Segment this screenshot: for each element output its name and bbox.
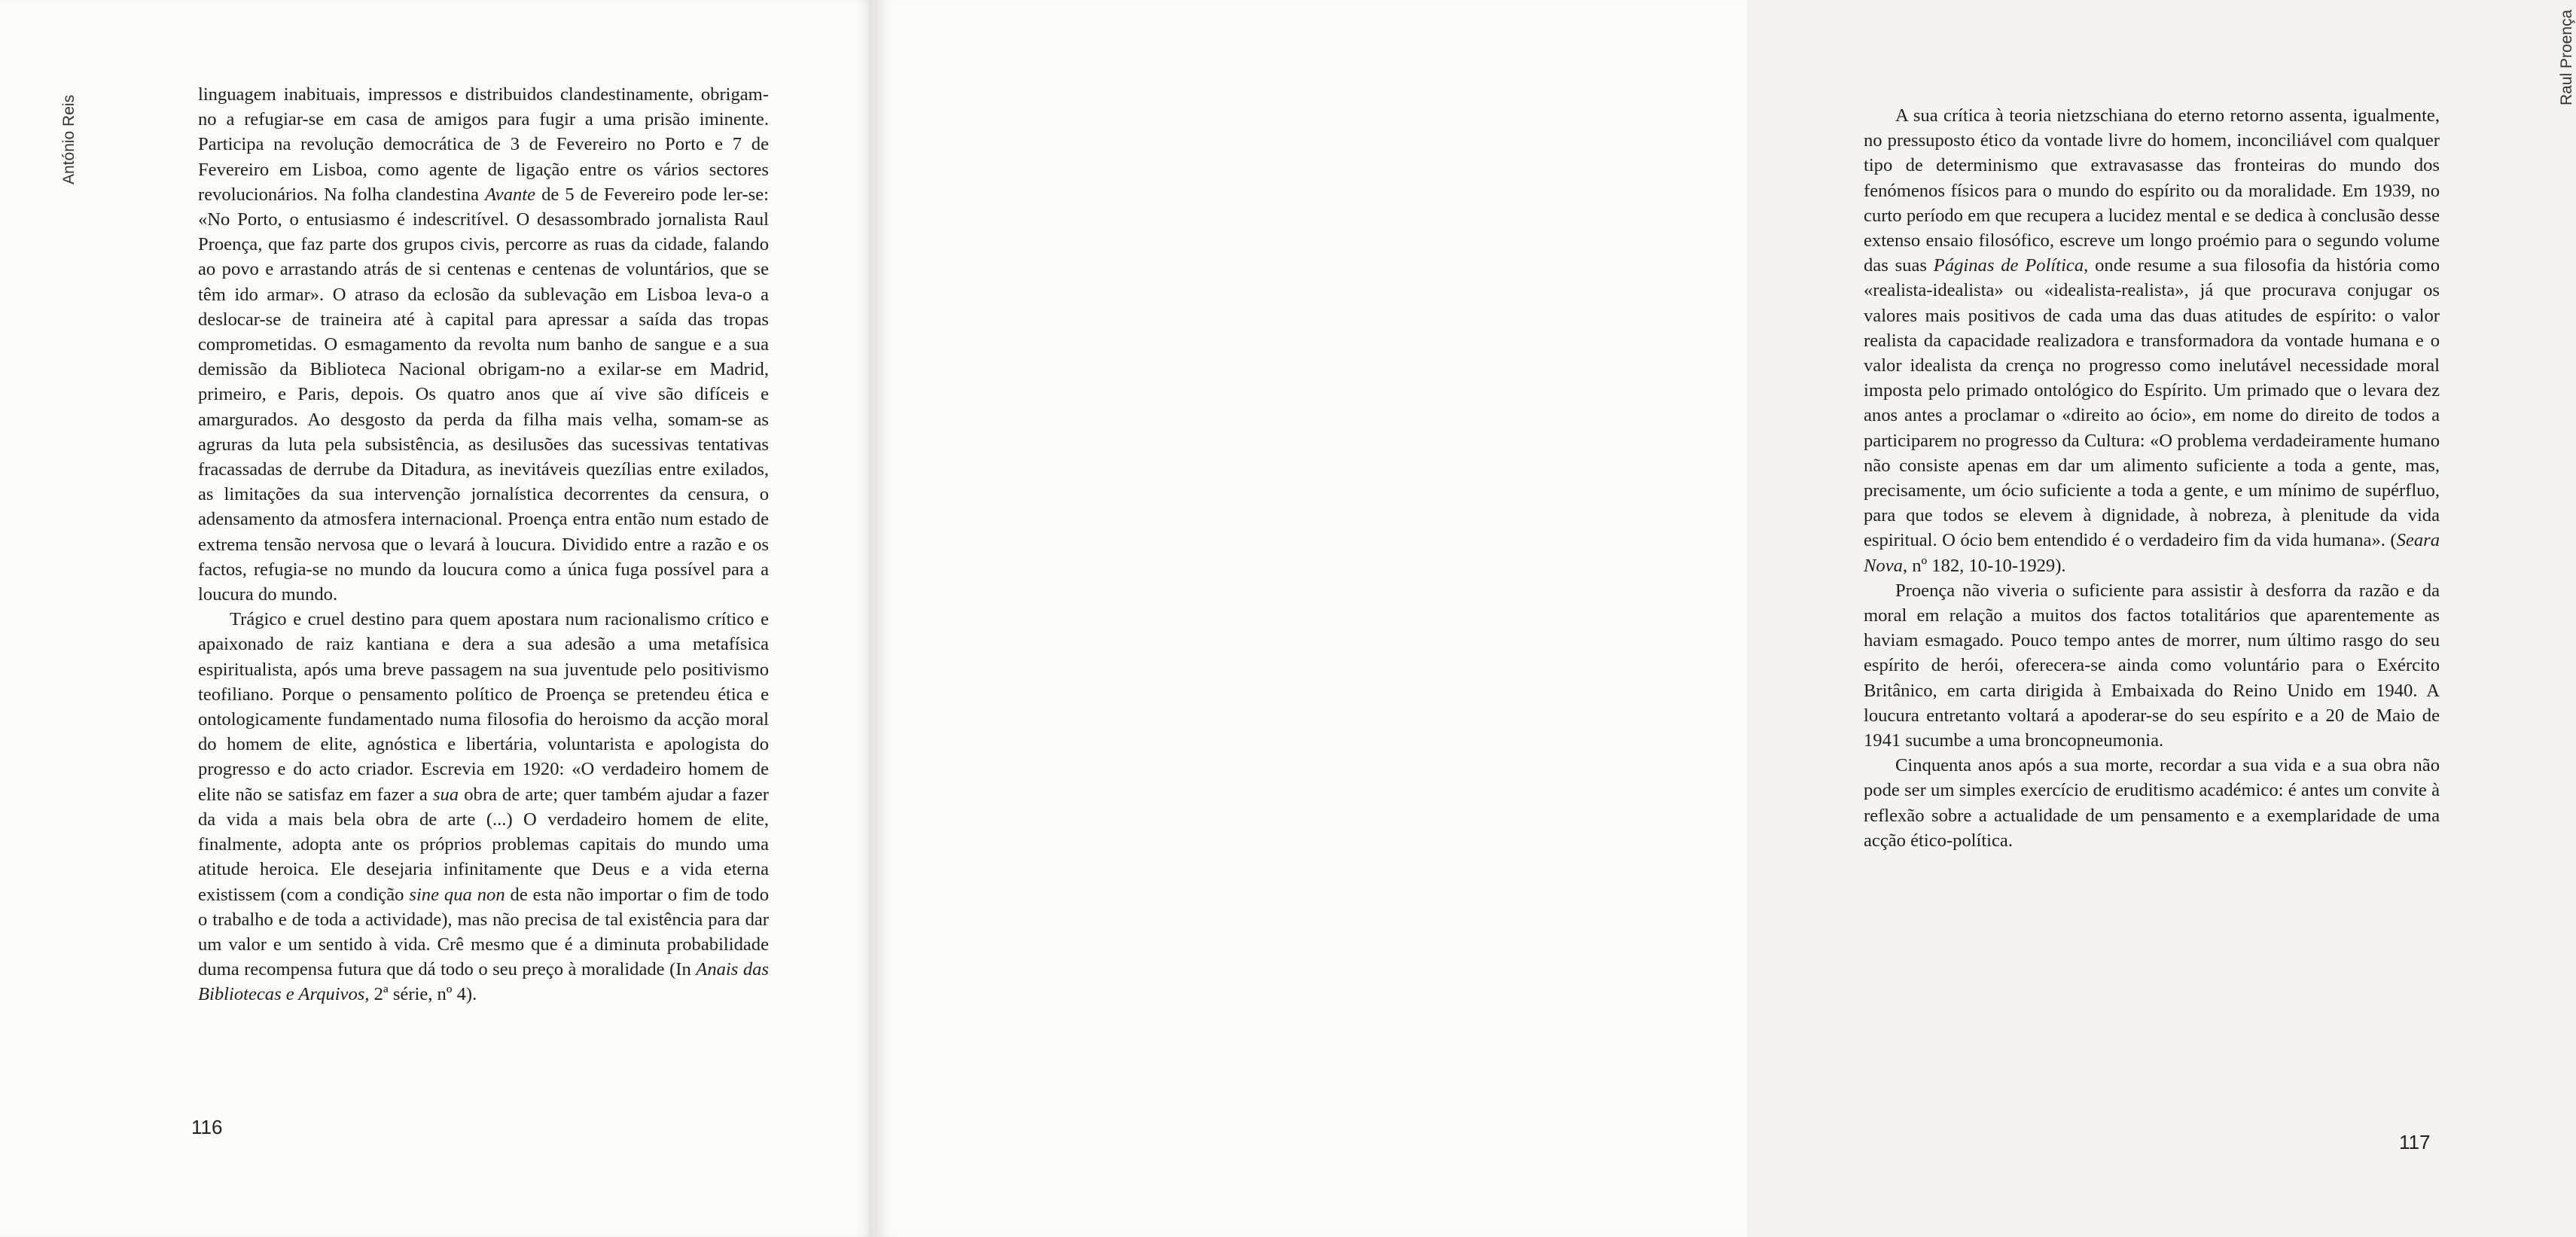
right-page-body [1864,103,2440,853]
text-run: , 2ª série, nº 4). [364,984,477,1005]
italic-text-run: Páginas de Política [1933,255,2084,276]
body-paragraph [1864,103,2440,578]
text-run: Cinquenta anos após a sua morte, recordar a sua vida e a sua obra não pode ser um simples exercício de eruditismo académico: é antes um convite à reflexão sobre a actualidade de um pensamento e a exemplaridade de uma acção ético-política. [1864,755,2440,851]
italic-text-run: sine qua non [409,884,505,905]
italic-text-run: sua [432,784,459,805]
text-run: obra de arte; quer também ajudar a fazer da vida a mais bela obra de arte (...) O verdadeiro homem de elite, finalmente, adopta ante os próprios problemas capitais do mundo uma atitude heroica. Ele desejaria infinitamente que Deus e a vida eterna existissem (com a condição [198,784,770,905]
body-paragraph [1864,753,2440,853]
italic-text-run: Avante [485,184,536,205]
running-head-author: António Reis [60,94,78,184]
running-head-subject: Raul Proença [2558,9,2575,105]
text-run: , nº 182, 10-10-1929). [1902,555,2066,576]
italic-text-run: Anais das Bibliotecas e Arquivos [198,959,769,1005]
text-run: , onde resume a sua filosofia da história como «realista-idealista» ou «idealista-realista», já que procurava conjugar os valores mais positivos de cada uma das duas atitudes de espírito: o valor realista da capacidade realizadora e transformadora da vontade humana e o valor idealista da crença no progresso como inelutável necessidade moral imposta pelo primado ontológico do Espírito. Um primado que o levara dez anos antes a proclamar o «direito ao ócio», em nome do direito de todos a participarem no progresso da Cultura: «O problema verdadeiramente humano não consiste apenas em dar um alimento suficiente a toda a gente, mas, precisamente, um ócio suficiente a toda a gente, e um mínimo de supérfluo, para que todos se elevem à dignidade, à nobreza, à plenitude da vida espiritual. O ócio bem entendido é o verdadeiro fim da vida humana». ( [1864,255,2440,551]
book-gutter [872,0,878,1237]
text-run: Proença não viveria o suficiente para assistir à desforra da razão e da moral em relação a muitos dos factos totalitários que aparentemente as haviam esmagado. Pouco tempo antes de morrer, num último rasgo do seu espírito de herói, oferecera-se ainda como voluntário para o Exército Britânico, em carta dirigida à Embaixada do Reino Unido em 1940. A loucura entretanto voltará a apoderar-se do seu espírito e a 20 de Maio de 1941 sucumbe a uma broncopneumonia. [1864,580,2440,751]
text-run: A sua crítica à teoria nietzschiana do eterno retorno assenta, igualmente, no pressuposto ético da vontade livre do homem, inconciliável com qualquer tipo de determinismo que extravasasse das fronteiras do mundo dos fenómenos físicos para o mundo do espírito ou da moralidade. Em 1939, no curto período em que recupera a lucidez mental e se dedica à conclusão desse extenso ensaio filosófico, escreve um longo proémio para o segundo volume das suas [1864,105,2440,276]
body-paragraph [198,82,769,607]
italic-text-run: Seara Nova [1864,530,2440,576]
page-number-left: 116 [191,1116,223,1138]
left-page [0,0,872,1237]
text-run: linguagem inabituais, impressos e distribuidos clandestinamente, obrigam-no a refugiar-se em casa de amigos para fugir a uma prisão iminente. Participa na revolução democrática de 3 de Fevereiro no Porto e 7 de Fevereiro em Lisboa, como agente de ligação entre os vários sectores revolucionários. Na folha clandestina [198,84,769,205]
left-page-body [198,82,769,1007]
text-run: de esta não importar o fim de todo o trabalho e de toda a actividade), mas não precisa de tal existência para dar um valor e um sentido à vida. Crê mesmo que é a diminuta probabilidade duma recompensa futura que dá todo o seu preço à moralidade (In [198,884,770,980]
text-run: Trágico e cruel destino para quem apostara num racionalismo crítico e apaixonado de raiz kantiana e dera a sua adesão a uma metafísica espiritualista, após uma breve passagem na sua juventude pelo positivismo teofiliano. Porque o pensamento político de Proença se pretendeu ética e ontologicamente fundamentado numa filosofia do heroismo da acção moral do homem de elite, agnóstica e libertária, voluntarista e apologista do progresso e do acto criador. Escrevia em 1920: «O verdadeiro homem de elite não se satisfaz em fazer a [198,609,769,805]
body-paragraph [1864,578,2440,753]
body-paragraph [198,607,769,1007]
page-number-right: 117 [2399,1131,2431,1153]
right-page [878,0,2575,1237]
text-run: de 5 de Fevereiro pode ler-se: «No Porto, o entusiasmo é indescritível. O desassombrado jornalista Raul Proença, que faz parte dos grupos civis, percorre as ruas da cidade, falando ao povo e arrastando atrás de si centenas e centenas de voluntários, que se têm ido armar». O atraso da eclosão da sublevação em Lisboa leva-o a deslocar-se de traineira até à capital para apressar a saída das tropas comprometidas. O esmagamento da revolta num banho de sangue e a sua demissão da Biblioteca Nacional obrigam-no a exilar-se em Madrid, primeiro, e Paris, depois. Os quatro anos que aí vive são difíceis e amargurados. Ao desgosto da perda da filha mais velha, somam-se as agruras da luta pela subsistência, as desilusões das sucessivas tentativas fracassadas de derrube da Ditadura, as inevitáveis quezílias entre exilados, as limitações da sua intervenção jornalística decorrentes da censura, o adensamento da atmosfera internacional. Proença entra então num estado de extrema tensão nervosa que o levará à loucura. Dividido entre a razão e os factos, refugia-se no mundo da loucura como a única fuga possível para a loucura do mundo. [198,184,770,605]
